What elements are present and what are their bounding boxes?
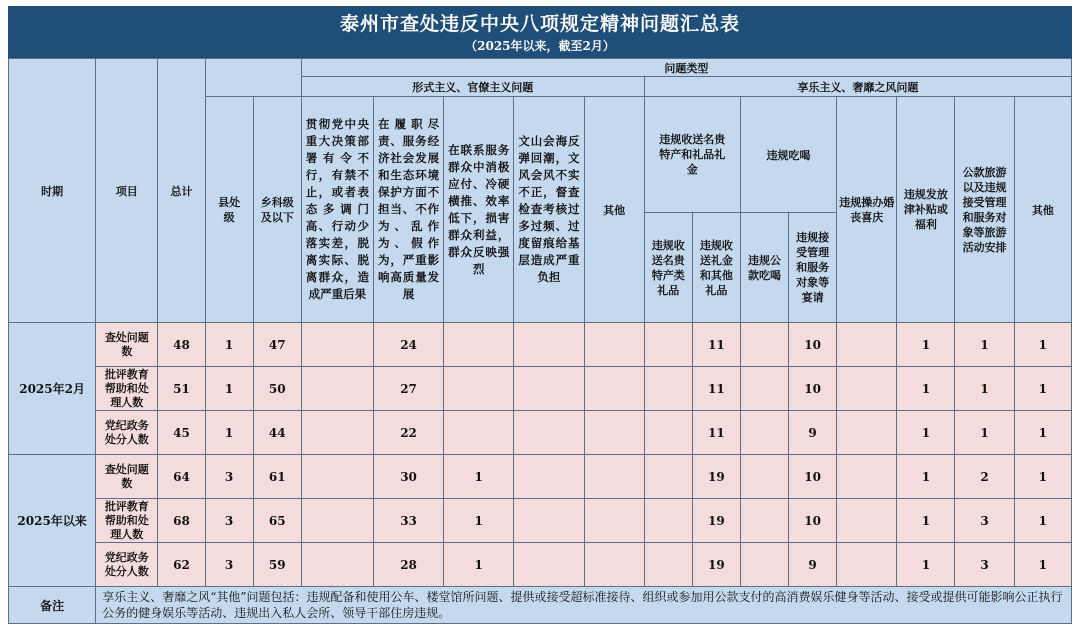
value-cell-f5: [584, 499, 644, 543]
value-cell-h3: [740, 543, 788, 587]
item-label: 党纪政务处分人数: [96, 543, 158, 587]
header-travel: 公款旅游以及违规接受管理和服务对象等旅游活动安排: [955, 97, 1014, 323]
value-cell-h1: [644, 323, 692, 367]
value-cell-h8: 1: [1014, 411, 1071, 455]
value-cell-h2: 11: [692, 411, 740, 455]
header-item: 项目: [96, 59, 158, 323]
value-cell-h2: 19: [692, 455, 740, 499]
value-cell-h8: 1: [1014, 455, 1071, 499]
value-cell-h3: [740, 411, 788, 455]
header-formalism-3: 在联系服务群众中消极应付、冷硬横推、效率低下，损害群众利益，群众反映强烈: [444, 97, 514, 323]
header-formalism-1: 贯彻党中央重大决策部署有令不行，有禁不止，或者表态多调门高、行动少落实差，脱离实际、脱离群众，造成严重后果: [301, 97, 373, 323]
value-cell-h3: [740, 455, 788, 499]
value-cell-f3: [444, 367, 514, 411]
value-cell-f5: [584, 367, 644, 411]
value-cell-h4: 9: [789, 543, 837, 587]
value-cell-h5: [837, 543, 897, 587]
value-cell-total: 45: [158, 411, 205, 455]
value-cell-f3: [444, 411, 514, 455]
value-cell-f4: [514, 323, 584, 367]
value-cell-total: 64: [158, 455, 205, 499]
value-cell-county: 1: [205, 323, 253, 367]
header-gift-b: 违规收送礼金和其他礼品: [692, 213, 740, 323]
value-cell-f3: [444, 323, 514, 367]
table-row: [9, 411, 1072, 455]
header-wedding: 违规操办婚丧喜庆: [837, 97, 897, 323]
value-cell-f1: [301, 455, 373, 499]
header-township: 乡科级及以下: [253, 97, 301, 323]
value-cell-h3: [740, 367, 788, 411]
value-cell-h7: 3: [955, 499, 1014, 543]
value-cell-h7: 1: [955, 411, 1014, 455]
value-cell-f5: [584, 323, 644, 367]
value-cell-township: 65: [253, 499, 301, 543]
summary-table: [8, 58, 1072, 624]
value-cell-h6: 1: [897, 323, 955, 367]
value-cell-county: 1: [205, 411, 253, 455]
value-cell-township: 47: [253, 323, 301, 367]
value-cell-h6: 1: [897, 455, 955, 499]
value-cell-f2: 27: [373, 367, 443, 411]
header-eat-a: 违规公款吃喝: [740, 213, 788, 323]
value-cell-h7: 3: [955, 543, 1014, 587]
header-formalism-4: 文山会海反弹回潮，文风会风不实不正，督查检查考核过多过频、过度留痕给基层造成严重负担: [514, 97, 584, 323]
header-level-blank: [205, 59, 301, 97]
value-cell-h5: [837, 411, 897, 455]
value-cell-f4: [514, 455, 584, 499]
header-total: 总计: [158, 59, 205, 323]
value-cell-f5: [584, 455, 644, 499]
value-cell-h6: 1: [897, 411, 955, 455]
value-cell-h2: 19: [692, 543, 740, 587]
value-cell-h5: [837, 499, 897, 543]
value-cell-h1: [644, 455, 692, 499]
value-cell-f1: [301, 367, 373, 411]
value-cell-f1: [301, 543, 373, 587]
header-formalism-2: 在履职尽责、服务经济社会发展和生态环境保护方面不担当、不作为、乱作为、假作为，严重影响高质量发展: [373, 97, 443, 323]
value-cell-h6: 1: [897, 499, 955, 543]
item-label: 批评教育帮助和处理人数: [96, 499, 158, 543]
value-cell-f2: 28: [373, 543, 443, 587]
item-label: 批评教育帮助和处理人数: [96, 367, 158, 411]
value-cell-f4: [514, 367, 584, 411]
header-period: 时期: [9, 59, 96, 323]
value-cell-h6: 1: [897, 367, 955, 411]
header-problem-type: 问题类型: [301, 59, 1071, 77]
value-cell-h1: [644, 411, 692, 455]
item-label: 查处问题数: [96, 323, 158, 367]
value-cell-f2: 33: [373, 499, 443, 543]
value-cell-h2: 19: [692, 499, 740, 543]
value-cell-h3: [740, 323, 788, 367]
value-cell-h4: 9: [789, 411, 837, 455]
header-hedonism-other: 其他: [1014, 97, 1071, 323]
value-cell-h8: 1: [1014, 367, 1071, 411]
header-formalism-group: 形式主义、官僚主义问题: [301, 77, 644, 97]
header-allowance: 违规发放津补贴或福利: [897, 97, 955, 323]
value-cell-f2: 22: [373, 411, 443, 455]
item-label: 查处问题数: [96, 455, 158, 499]
value-cell-total: 51: [158, 367, 205, 411]
value-cell-f3: 1: [444, 543, 514, 587]
value-cell-h3: [740, 499, 788, 543]
note-label: 备注: [9, 587, 96, 624]
value-cell-total: 48: [158, 323, 205, 367]
value-cell-total: 68: [158, 499, 205, 543]
table-row: [9, 455, 1072, 499]
value-cell-f5: [584, 411, 644, 455]
value-cell-f3: 1: [444, 455, 514, 499]
table-row: [9, 367, 1072, 411]
value-cell-h2: 11: [692, 367, 740, 411]
value-cell-county: 3: [205, 455, 253, 499]
value-cell-f2: 24: [373, 323, 443, 367]
value-cell-h7: 1: [955, 367, 1014, 411]
header-formalism-other: 其他: [584, 97, 644, 323]
item-label: 党纪政务处分人数: [96, 411, 158, 455]
value-cell-h8: 1: [1014, 499, 1071, 543]
value-cell-f1: [301, 323, 373, 367]
value-cell-h7: 1: [955, 323, 1014, 367]
note-text: 享乐主义、奢靡之风“其他”问题包括：违规配备和使用公车、楼堂馆所问题、提供或接受超标准接待、组织或参加用公款支付的高消费娱乐健身等活动、接受或提供可能影响公正执行公务的健身娱乐等活动、违规出入私人会所、领导干部住房违规。: [96, 587, 1072, 624]
header-gift: 违规收送名贵特产和礼品礼金: [644, 97, 740, 213]
period-cell: 2025年以来: [9, 455, 96, 587]
value-cell-h4: 10: [789, 323, 837, 367]
value-cell-h8: 1: [1014, 323, 1071, 367]
page-subtitle: （2025年以来，截至2月）: [465, 39, 615, 53]
value-cell-f4: [514, 543, 584, 587]
value-cell-f4: [514, 499, 584, 543]
value-cell-h1: [644, 367, 692, 411]
value-cell-f5: [584, 543, 644, 587]
page-title: 泰州市查处违反中央八项规定精神问题汇总表: [339, 13, 740, 35]
value-cell-f1: [301, 499, 373, 543]
header-eat: 违规吃喝: [740, 97, 836, 213]
value-cell-h1: [644, 543, 692, 587]
value-cell-h1: [644, 499, 692, 543]
value-cell-h5: [837, 367, 897, 411]
value-cell-h5: [837, 455, 897, 499]
title-bar: [8, 6, 1072, 58]
value-cell-h5: [837, 323, 897, 367]
value-cell-h6: 1: [897, 543, 955, 587]
table-row: [9, 543, 1072, 587]
value-cell-f3: 1: [444, 499, 514, 543]
value-cell-h4: 10: [789, 499, 837, 543]
value-cell-township: 50: [253, 367, 301, 411]
header-eat-b: 违规接受管理和服务对象等宴请: [789, 213, 837, 323]
value-cell-county: 1: [205, 367, 253, 411]
value-cell-township: 44: [253, 411, 301, 455]
value-cell-total: 62: [158, 543, 205, 587]
value-cell-f2: 30: [373, 455, 443, 499]
table-row: [9, 499, 1072, 543]
table-row: [9, 323, 1072, 367]
value-cell-h2: 11: [692, 323, 740, 367]
value-cell-h4: 10: [789, 455, 837, 499]
value-cell-county: 3: [205, 499, 253, 543]
value-cell-township: 59: [253, 543, 301, 587]
header-gift-a: 违规收送名贵特产类礼品: [644, 213, 692, 323]
value-cell-h7: 2: [955, 455, 1014, 499]
value-cell-county: 3: [205, 543, 253, 587]
header-county: 县处级: [205, 97, 253, 323]
value-cell-h8: 1: [1014, 543, 1071, 587]
value-cell-f4: [514, 411, 584, 455]
value-cell-f1: [301, 411, 373, 455]
header-hedonism-group: 享乐主义、奢靡之风问题: [644, 77, 1071, 97]
period-cell: 2025年2月: [9, 323, 96, 455]
value-cell-h4: 10: [789, 367, 837, 411]
value-cell-township: 61: [253, 455, 301, 499]
